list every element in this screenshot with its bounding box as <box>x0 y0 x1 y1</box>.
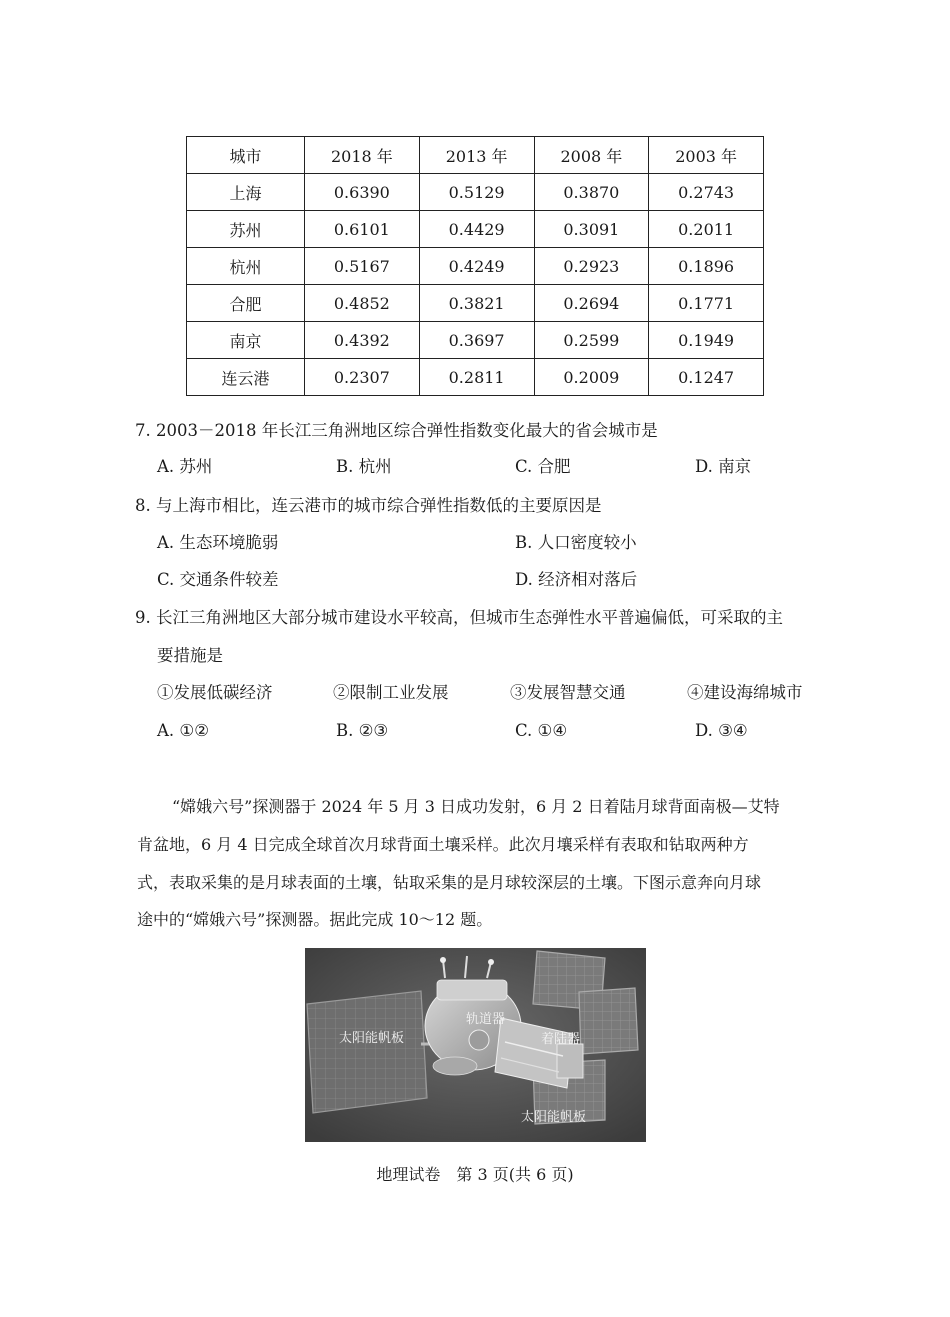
question-7-option-a: A. 苏州 <box>157 457 213 476</box>
table-header-cell: 2018 年 <box>305 137 420 174</box>
table-row <box>187 174 764 211</box>
table-header-cell: 2008 年 <box>534 137 649 174</box>
table-cell: 0.5167 <box>305 248 420 285</box>
change6-probe-figure <box>305 948 646 1142</box>
table-row <box>187 322 764 359</box>
table-cell: 0.3091 <box>534 211 649 248</box>
table-cell: 0.2743 <box>649 174 764 211</box>
table-header-row <box>187 137 764 174</box>
label-solar-panel-bottom: 太阳能帆板 <box>521 1110 587 1125</box>
question-7-option-d: D. 南京 <box>695 457 752 476</box>
question-7-option-b: B. 杭州 <box>336 457 392 476</box>
table-cell: 0.3821 <box>419 285 534 322</box>
table-cell: 合肥 <box>187 285 305 322</box>
table-cell: 0.1949 <box>649 322 764 359</box>
question-7-option-c: C. 合肥 <box>515 457 571 476</box>
table-cell: 0.4852 <box>305 285 420 322</box>
question-8-option-c: C. 交通条件较差 <box>157 570 279 589</box>
table-cell: 0.3697 <box>419 322 534 359</box>
page-footer: 地理试卷 第 3 页(共 6 页) <box>376 1165 574 1184</box>
table-cell: 0.2009 <box>534 359 649 396</box>
question-9-option-c: C. ①④ <box>515 721 568 740</box>
table-cell: 0.2599 <box>534 322 649 359</box>
table-cell: 0.2811 <box>419 359 534 396</box>
question-9-stem-line1: 9. 长江三角洲地区大部分城市建设水平较高，但城市生态弹性水平普遍偏低，可采取的主 <box>135 608 783 627</box>
resilience-index-table <box>186 136 764 396</box>
table-header-cell: 城市 <box>187 137 305 174</box>
table-cell: 0.2011 <box>649 211 764 248</box>
table-cell: 0.1896 <box>649 248 764 285</box>
passage-line: 式，表取采集的是月球表面的土壤，钻取采集的是月球较深层的土壤。下图示意奔向月球 <box>137 873 762 892</box>
table-cell: 0.1771 <box>649 285 764 322</box>
label-lander: 着陆器 <box>541 1032 581 1047</box>
table-header-cell: 2013 年 <box>419 137 534 174</box>
table-cell: 0.1247 <box>649 359 764 396</box>
table-cell: 0.2307 <box>305 359 420 396</box>
table-cell: 0.4429 <box>419 211 534 248</box>
passage-line: 途中的“嫦娥六号”探测器。据此完成 10～12 题。 <box>137 910 493 929</box>
question-8-option-a: A. 生态环境脆弱 <box>157 533 279 552</box>
label-orbiter: 轨道器 <box>466 1012 506 1027</box>
table-cell: 0.5129 <box>419 174 534 211</box>
table-cell: 0.6101 <box>305 211 420 248</box>
table-cell: 杭州 <box>187 248 305 285</box>
question-7-stem: 7. 2003－2018 年长江三角洲地区综合弹性指数变化最大的省会城市是 <box>135 421 658 440</box>
table-cell: 0.6390 <box>305 174 420 211</box>
question-9-item-2: ②限制工业发展 <box>333 683 449 702</box>
question-9-item-4: ④建设海绵城市 <box>687 683 803 702</box>
question-9-option-d: D. ③④ <box>695 721 748 740</box>
question-8-option-d: D. 经济相对落后 <box>515 570 638 589</box>
question-9-option-a: A. ①② <box>157 721 209 740</box>
question-9-stem-line2: 要措施是 <box>157 646 223 665</box>
table-cell: 连云港 <box>187 359 305 396</box>
table-cell: 南京 <box>187 322 305 359</box>
label-solar-panel-left: 太阳能帆板 <box>339 1031 405 1046</box>
table-cell: 0.4249 <box>419 248 534 285</box>
table-row <box>187 211 764 248</box>
table-cell: 苏州 <box>187 211 305 248</box>
question-9-option-b: B. ②③ <box>336 721 389 740</box>
question-8-stem: 8. 与上海市相比，连云港市的城市综合弹性指数低的主要原因是 <box>135 496 602 515</box>
table-cell: 0.3870 <box>534 174 649 211</box>
table-cell: 上海 <box>187 174 305 211</box>
question-9-item-1: ①发展低碳经济 <box>157 683 273 702</box>
table-cell: 0.2923 <box>534 248 649 285</box>
question-8-option-b: B. 人口密度较小 <box>515 533 637 552</box>
table-cell: 0.2694 <box>534 285 649 322</box>
passage-line: 肯盆地，6 月 4 日完成全球首次月球背面土壤采样。此次月壤采样有表取和钻取两种方 <box>137 835 749 854</box>
table-row <box>187 359 764 396</box>
passage-line: “嫦娥六号”探测器于 2024 年 5 月 3 日成功发射，6 月 2 日着陆月球背面南极—艾特 <box>172 797 780 816</box>
table-header-cell: 2003 年 <box>649 137 764 174</box>
table-row <box>187 248 764 285</box>
table-cell: 0.4392 <box>305 322 420 359</box>
question-9-item-3: ③发展智慧交通 <box>510 683 626 702</box>
table-row <box>187 285 764 322</box>
